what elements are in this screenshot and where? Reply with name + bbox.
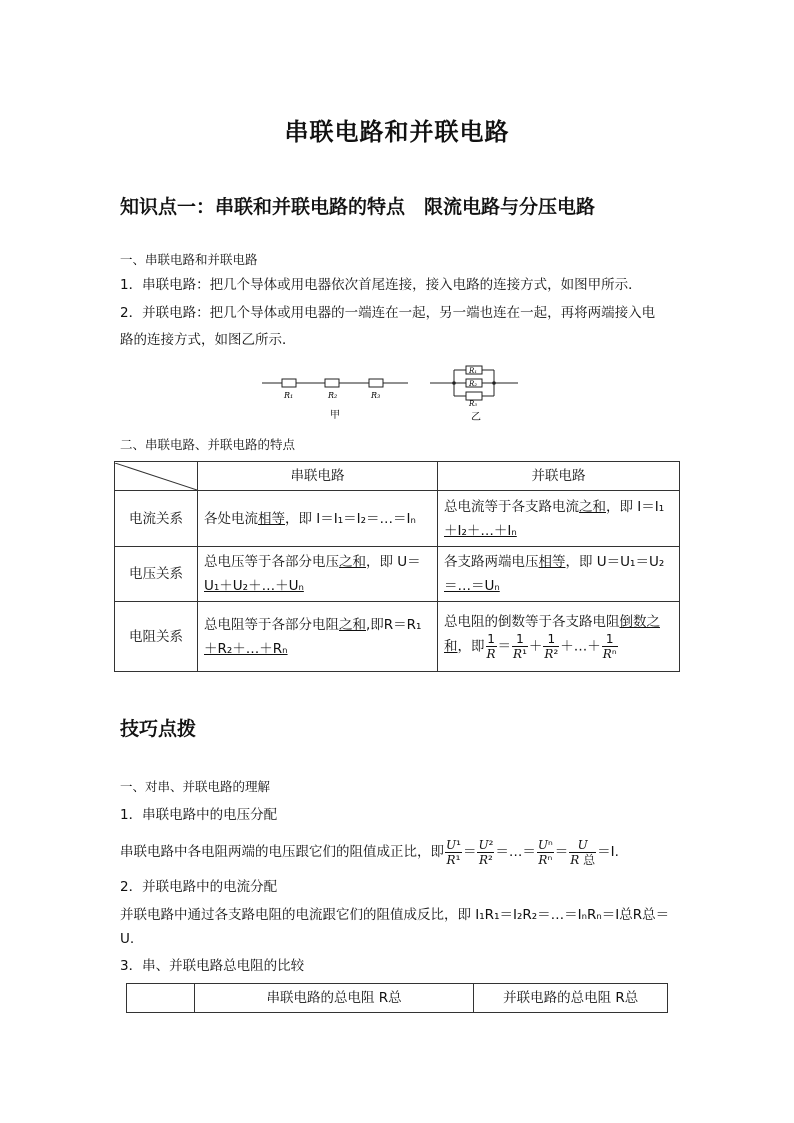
formula: ，即 U＝U₁＝U₂: [565, 554, 665, 570]
subheading-understanding: 一、对串、并联电路的理解: [120, 779, 271, 794]
fraction: $\frac{1}{\text{R¹}}$: [513, 632, 527, 661]
diagonal-divider: [115, 463, 197, 490]
parallel-definition-line1: 2．并联电路：把几个导体或用电器的一端连在一起，另一端也连在一起，再将两端接入电: [120, 305, 656, 321]
text: 各支路两端电压: [444, 554, 539, 570]
series-circuit-diagram: [262, 366, 412, 426]
text: 总电流等于各支路电流: [444, 498, 579, 515]
text: 总电压等于各部分电压: [204, 554, 339, 570]
text: ＝I.: [597, 844, 619, 860]
formula-continued: ＝…＝Uₙ: [444, 578, 500, 594]
underlined-answer: 倒数之: [619, 614, 660, 630]
formula: ，即 U＝: [366, 554, 421, 570]
column-header-series-total: 串联电路的总电阻 R总: [194, 984, 473, 1013]
section-heading-knowledge: 知识点一：串联和并联电路的特点 限流电路与分压电路: [120, 196, 596, 218]
parallel-definition-line2: 路的连接方式，如图乙所示．: [120, 332, 296, 348]
underlined-answer: 之和: [339, 554, 366, 570]
formula-continued: ＋I₂＋…＋Iₙ: [444, 522, 517, 539]
text: 串联电路中各电阻两端的电压跟它们的阻值成正比，即: [120, 844, 444, 860]
resistor-label-r3: R₃: [371, 391, 381, 400]
row-label-voltage: 电压关系: [115, 547, 198, 602]
resistor-label-r2: R₂: [328, 391, 338, 400]
formula-continued: ＋R₂＋…＋Rₙ: [204, 640, 288, 657]
text: 各处电流: [204, 510, 258, 527]
resistor-label-r1: R₁: [469, 367, 478, 375]
figure-caption-jia: 甲: [330, 410, 340, 421]
resistor-label-r1: R₁: [284, 391, 294, 400]
current-distribution-text-line2: U.: [120, 931, 135, 947]
resistor-label-r3: R₃: [469, 400, 478, 408]
table-corner-cell: [127, 984, 195, 1013]
cell-series-resistance: [198, 602, 438, 672]
cell-series-current: [198, 491, 438, 547]
column-header-parallel-total: 并联电路的总电阻 R总: [474, 984, 668, 1013]
text: ＝…＝: [495, 844, 536, 860]
total-resistance-table: [126, 983, 668, 1013]
underlined-answer: 相等: [538, 554, 566, 570]
text: 总电阻的倒数等于各支路电阻: [444, 614, 620, 630]
cell-parallel-resistance: 总电阻的倒数等于各支路电阻倒数之 和，即 $\frac{1}{R}$ ＝ $\frac{1}{\text{R¹}}$ ＋ $\frac{1}{\text{R²}}$ ＋…＋ $\frac{1}{\text{Rⁿ}}$: [438, 602, 680, 672]
text: ，即: [457, 638, 485, 655]
current-distribution-text-line1: 并联电路中通过各支路电阻的电流跟它们的阻值成反比，即 I₁R₁＝I₂R₂＝…＝IₙRₙ＝I总R总＝: [120, 907, 670, 923]
figure-caption-yi: 乙: [471, 412, 481, 423]
section-heading-tips: 技巧点拨: [120, 718, 197, 740]
table-corner-cell: [115, 462, 198, 491]
page-title: 串联电路和并联电路: [284, 118, 510, 146]
resistor-label-r2: R₂: [469, 380, 478, 388]
subheading-circuits: 一、串联电路和并联电路: [120, 252, 258, 267]
formula-continued: U₁＋U₂＋…＋Uₙ: [204, 578, 304, 594]
underlined-answer: 相等: [258, 510, 285, 527]
fraction: $\frac{U}{\text{R 总}}$: [570, 837, 596, 867]
column-header-series: 串联电路: [198, 462, 438, 491]
fraction: $\frac{1}{\text{R²}}$: [544, 632, 559, 661]
cell-parallel-current: [438, 491, 680, 547]
total-resistance-heading: 3．串、并联电路总电阻的比较: [120, 958, 305, 974]
fraction: $\frac{1}{\text{Rⁿ}}$: [602, 632, 617, 661]
current-distribution-heading: 2．并联电路中的电流分配: [120, 879, 278, 895]
underlined-answer: 之和: [339, 616, 366, 633]
characteristics-table: [114, 461, 680, 672]
subheading-characteristics: 二、串联电路、并联电路的特点: [120, 437, 296, 452]
row-label-current: 电流关系: [115, 491, 198, 547]
voltage-distribution-heading: 1．串联电路中的电压分配: [120, 807, 278, 823]
voltage-distribution-text: 串联电路中各电阻两端的电压跟它们的阻值成正比，即 $\frac{\text{U¹}}{\text{R¹}}$ ＝ $\frac{\text{U²}}{\text{R²}}$ ＝…＝ $\frac{\text{Uⁿ}}{\text{Rⁿ}}$ ＝ $\frac{U}{\text{R 总}}$ ＝I.: [120, 837, 619, 867]
fraction: $\frac{\text{U²}}{\text{R²}}$: [478, 837, 494, 867]
cell-parallel-voltage: [438, 547, 680, 602]
cell-series-voltage: [198, 547, 438, 602]
row-label-resistance: 电阻关系: [115, 602, 198, 672]
fraction: $\frac{\text{Uⁿ}}{\text{Rⁿ}}$: [537, 837, 553, 867]
formula: ，即 I＝I₁: [606, 498, 665, 515]
fraction: $\frac{\text{U¹}}{\text{R¹}}$: [446, 837, 461, 867]
formula: ，即 I＝I₁＝I₂＝…＝Iₙ: [285, 510, 416, 527]
column-header-parallel: 并联电路: [438, 462, 680, 491]
text: ＋…＋: [560, 638, 601, 655]
fraction: $\frac{1}{R}$: [486, 632, 496, 661]
series-definition: 1．串联电路：把几个导体或用电器依次首尾连接，接入电路的连接方式，如图甲所示．: [120, 277, 642, 293]
text: 总电阻等于各部分电阻: [204, 616, 339, 633]
formula: ,即R＝R₁: [366, 616, 422, 633]
parallel-circuit-diagram: [430, 360, 522, 426]
underlined-answer: 之和: [579, 498, 606, 515]
underlined-answer: 和: [444, 638, 458, 655]
